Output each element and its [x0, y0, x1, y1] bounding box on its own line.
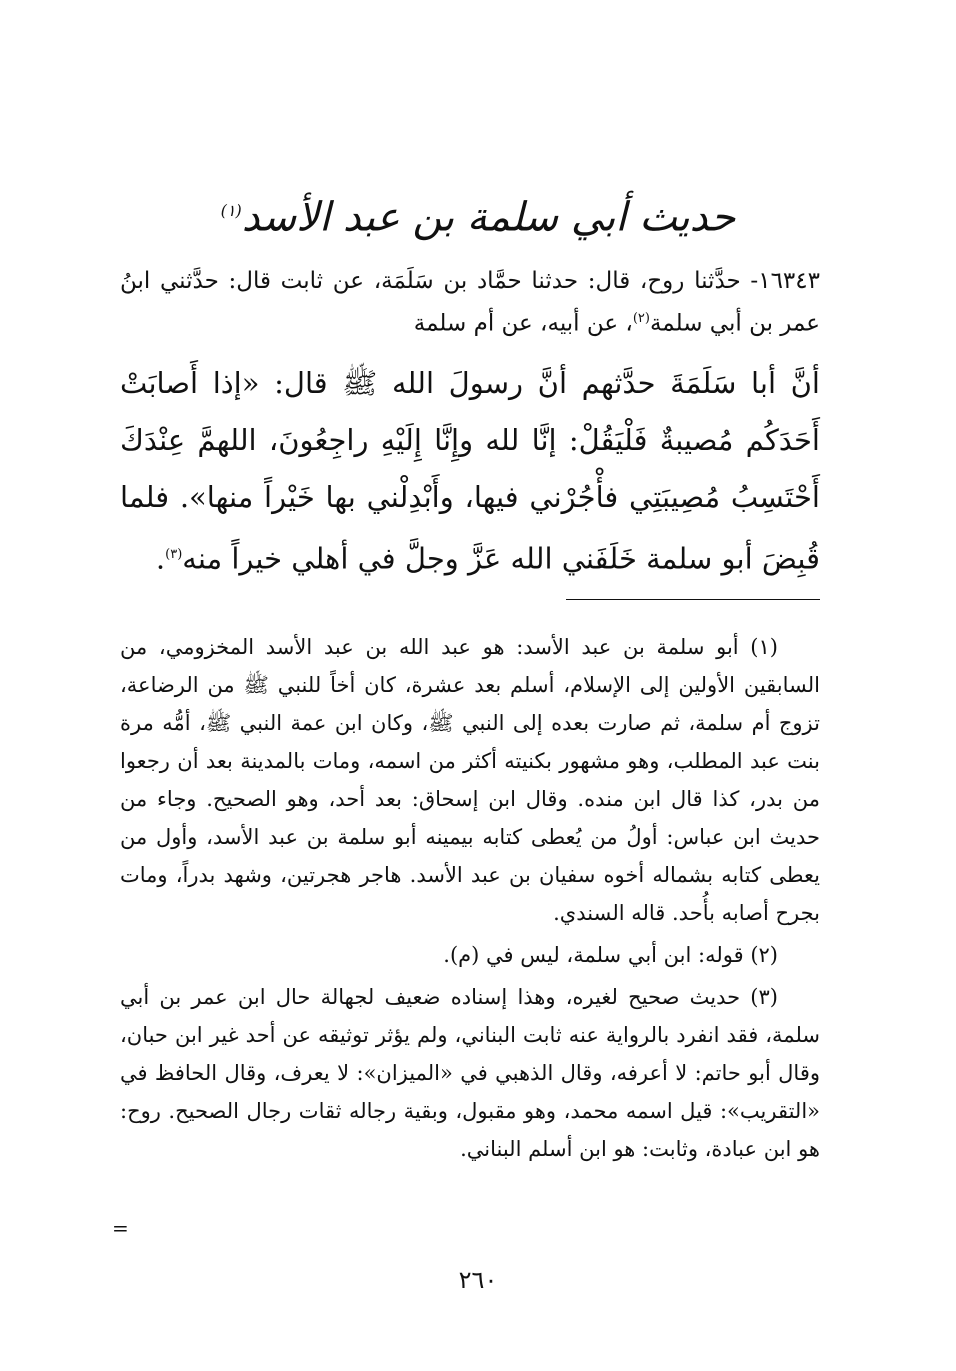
continuation-mark: =: [112, 1216, 129, 1240]
chapter-note-ref: (١): [220, 201, 242, 220]
isnad-text: ١٦٣٤٣- حدَّثنا روح، قال: حدثنا حمَّاد بن سَلَمَة، عن ثابت قال: حدَّثني ابنُ عمر بن أبي سلمة: [120, 268, 820, 337]
footnote-2: (٢) قوله: ابن أبي سلمة، ليس في (م).: [443, 943, 778, 967]
hadith-matn: أنَّ أبا سَلَمَةَ حدَّثهم أنَّ رسولَ الله ﷺ قال: «إذا أَصابَتْ أَحَدَكُم مُصيبةٌ فَلْيَقُلْ: إنَّا لله وإِنَّا إِلَيْهِ راجِعُونَ، اللهمَّ عِنْدَكَ أَحْتَسِبُ مُصِيبَتِي فأْجُرْني فيها، وأَبْدِلْني بها خَيْراً منها». فلما قُبِضَ أبو سلمة خَلَفَني الله عَزَّ وجلَّ في أهلي خيراً منه$^{(٣)}$.: [120, 366, 820, 576]
matn-note-ref: (٣): [165, 547, 183, 562]
isnad-note-ref: (٢): [632, 311, 650, 326]
footnote-1: (١) أبو سلمة بن عبد الأسد: هو عبد الله بن عبد الأسد المخزومي، من السابقين الأولين إلى الإسلام، أسلم بعد عشرة، كان أخاً للنبي ﷺ من الرضاعة، تزوج أم سلمة، ثم صارت بعده إلى النبي ﷺ، وكان ابن عمة النبي ﷺ، أمُّه مرة بنت عبد المطلب، وهو مشهور بكنيته أكثر من اسمه، ومات بالمدينة بعد أن رجعوا من بدر، كذا قال ابن منده. وقال ابن إسحاق: بعد أحد، وهو الصحيح. وجاء من حديث ابن عباس: أولُ من يُعطى كتابه بيمينه أبو سلمة بن عبد الأسد، وأول من يعطى كتابه بشماله أخوه سفيان بن عبد الأسد. هاجر هجرتين، وشهد بدراً، ومات بجرح أصابه بأُحد. قاله السندي.: [120, 635, 820, 925]
chapter-title: حديث أبي سلمة بن عبد الأسد: [241, 194, 736, 241]
chapter-heading: [0, 176, 956, 246]
page-number: ٢٦٠: [458, 1266, 498, 1294]
footnotes: [120, 628, 820, 1172]
hadith-isnad: [120, 262, 820, 343]
matn-text: أنَّ أبا سَلَمَةَ حدَّثهم أنَّ رسولَ الله ﷺ قال: «إذا أَصابَتْ أَحَدَكُم مُصيبةٌ فَلْيَقُلْ: إنَّا لله وإِنَّا إِلَيْهِ راجِعُونَ، اللهمَّ عِنْدَكَ أَحْتَسِبُ مُصِيبَتِي فأْجُرْني فيها، وأَبْدِلْني بها خَيْراً منها». فلما قُبِضَ أبو سلمة خَلَفَني الله عَزَّ وجلَّ في أهلي خيراً منه: [120, 366, 820, 576]
footnote-divider: [566, 599, 820, 600]
isnad-tail: ، عن أبيه، عن أم سلمة: [413, 310, 633, 337]
footnote-3: (٣) حديث صحيح لغيره، وهذا إسناده ضعيف لجهالة حال ابن عمر بن أبي سلمة، فقد انفرد بالرواية عنه ثابت البناني، ولم يؤثر توثيقه عن أحد غير ابن حبان، وقال أبو حاتم: لا أعرفه، وقال الذهبي في «الميزان»: لا يعرف، وقال الحافظ في «التقريب»: قيل اسمه محمد، وهو مقبول، وبقية رجاله ثقات رجال الصحيح. روح: هو ابن عبادة، وثابت: هو ابن أسلم البناني.: [120, 985, 820, 1161]
